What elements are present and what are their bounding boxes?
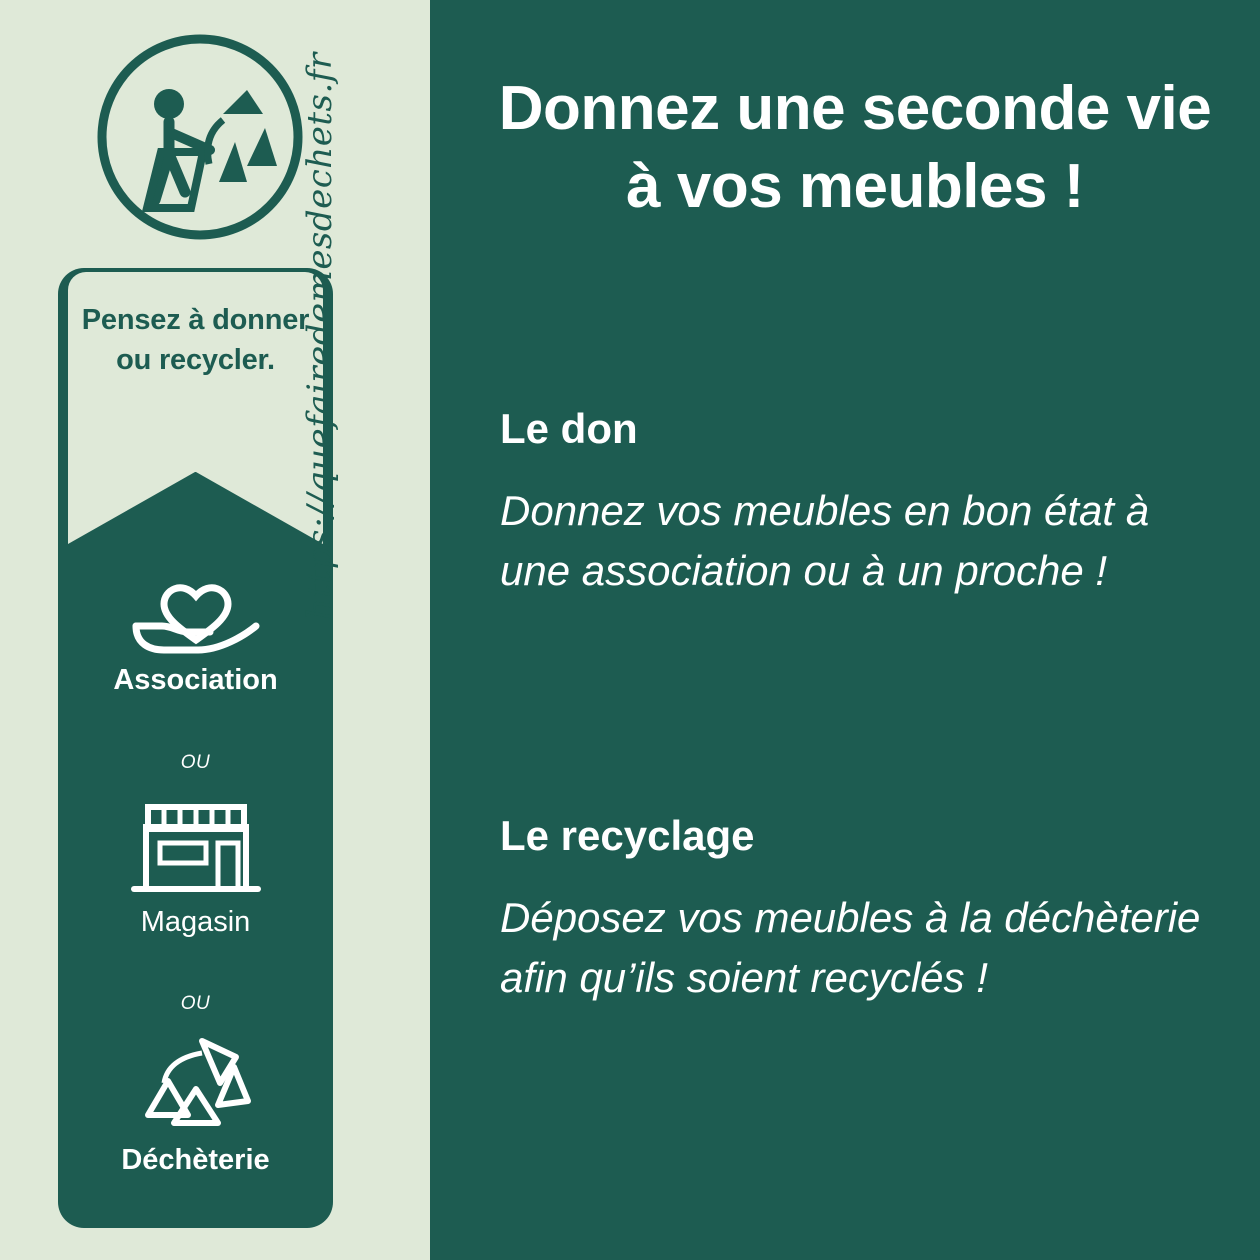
- headline-line-2: à vos meubles !: [626, 151, 1084, 221]
- hand-heart-icon: [68, 548, 323, 658]
- banner-notch-left: [68, 472, 195, 544]
- step-label-decheterie: Déchèterie: [121, 1144, 270, 1176]
- section-title-recyclage: Le recyclage: [500, 812, 755, 859]
- section-body-don: Donnez vos meubles en bon état à une association ou à un proche !: [500, 487, 1150, 594]
- banner-text: Pensez à donner ou recycler.: [81, 304, 310, 377]
- shop-icon: [68, 790, 323, 900]
- separator-or-1: OU: [180, 752, 211, 773]
- website-url[interactable]: https://quefairedemesdechets.fr: [300, 52, 340, 620]
- section-title-don: Le don: [500, 405, 638, 452]
- step-label-magasin: Magasin: [140, 906, 251, 938]
- section-le-recyclage: [500, 812, 1220, 1007]
- headline-line-1: Donnez une seconde vie: [498, 74, 1212, 143]
- recycling-person-icon: [95, 32, 305, 242]
- recycling-arrows-icon: [68, 1028, 323, 1138]
- step-association: [68, 548, 323, 697]
- step-decheterie: [68, 1028, 323, 1177]
- separator-or-2: OU: [180, 993, 211, 1014]
- step-label-association: Association: [113, 664, 278, 696]
- step-magasin: [68, 790, 323, 939]
- section-body-recyclage: Déposez vos meubles à la déchèterie afin qu’ils soient recyclés !: [500, 894, 1201, 1001]
- section-le-don: [500, 405, 1220, 600]
- page-title: [460, 70, 1250, 225]
